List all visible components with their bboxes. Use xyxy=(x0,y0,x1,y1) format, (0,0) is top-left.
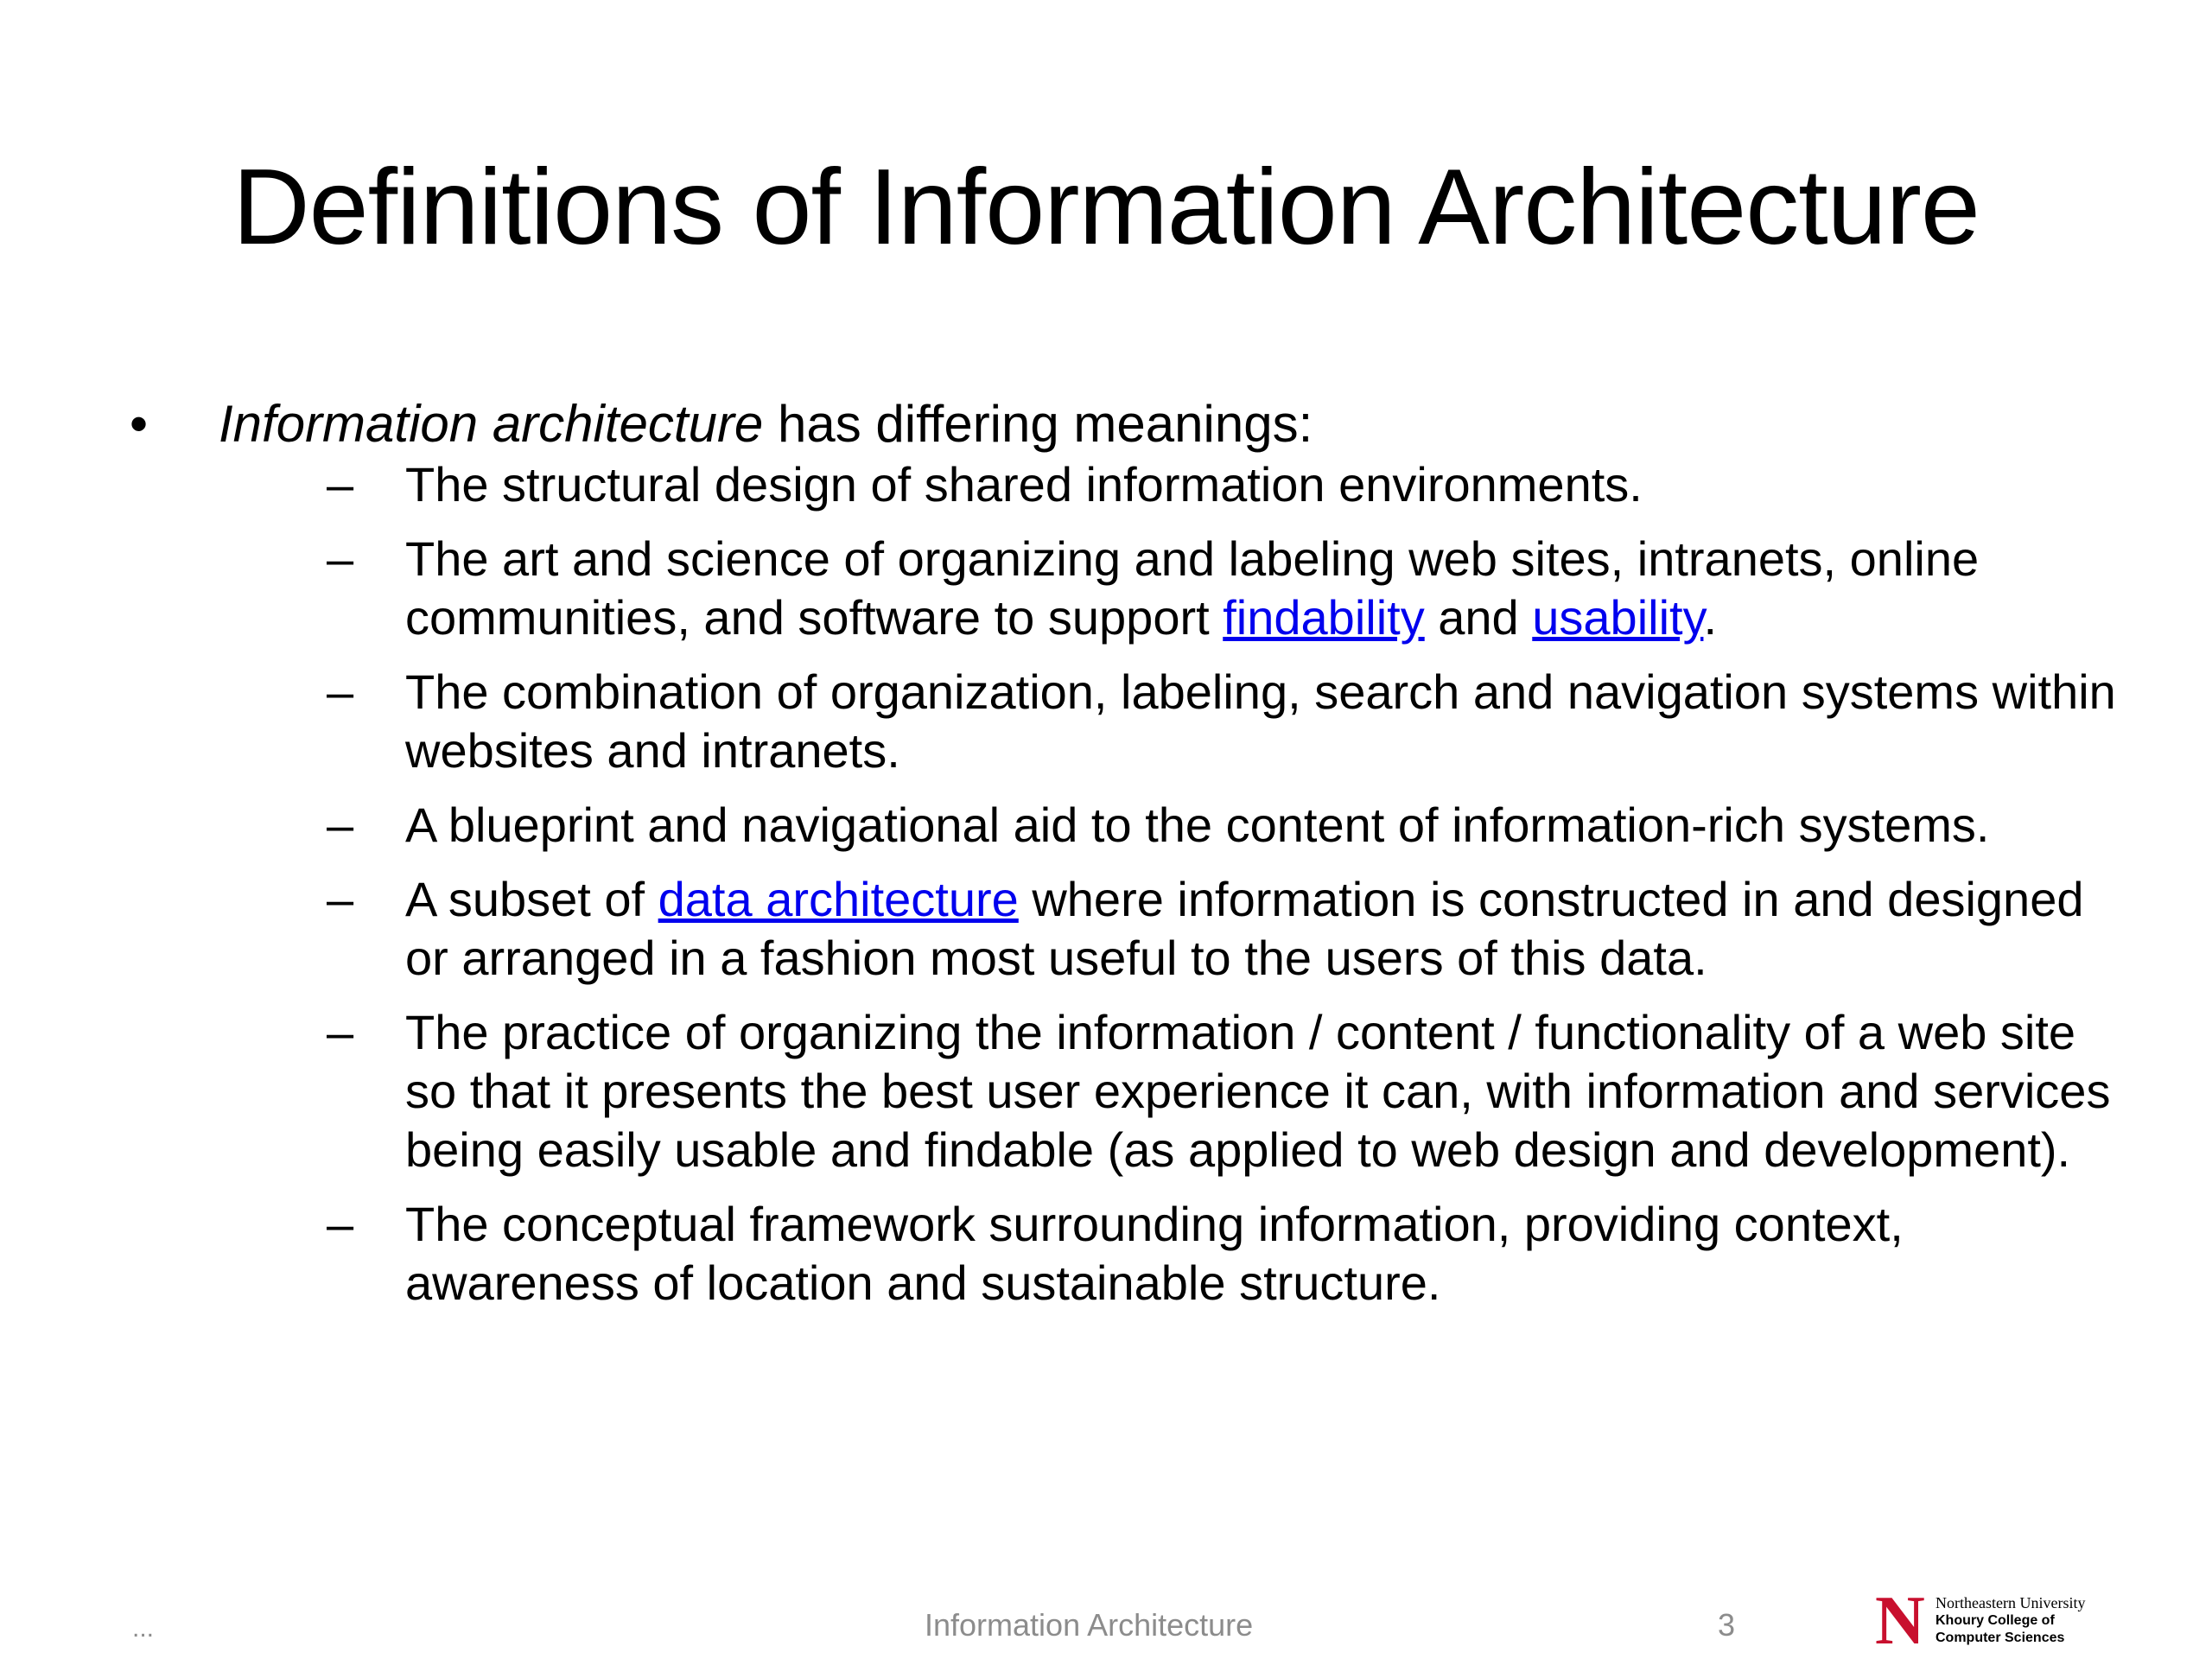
findability-link[interactable]: findability xyxy=(1223,590,1425,645)
logo-college-line1: Khoury College of xyxy=(1936,1613,2055,1628)
logo-n-icon: N xyxy=(1875,1583,1925,1659)
bullet-list xyxy=(130,393,2117,1328)
dash-marker: – xyxy=(327,798,354,852)
bullet-marker: • xyxy=(130,395,149,453)
definition-item xyxy=(219,663,2117,780)
dash-marker: – xyxy=(327,1005,354,1059)
usability-link[interactable]: usability xyxy=(1532,590,1704,645)
logo-university-name: Northeastern University xyxy=(1936,1594,2086,1611)
page-number: 3 xyxy=(1718,1607,1736,1643)
university-logo xyxy=(1875,1583,2108,1659)
dash-marker: – xyxy=(327,664,354,719)
definition-item xyxy=(219,870,2117,988)
definition-text: where information is constructed in and designed or arranged in a fashion most useful to the users of this data. xyxy=(405,872,2084,985)
footer-title: Information Architecture xyxy=(925,1607,1254,1643)
italic-term: Information architecture xyxy=(219,395,764,453)
definition-item xyxy=(219,1195,2117,1313)
definition-text: A subset of xyxy=(405,872,658,926)
main-bullet xyxy=(130,393,2117,1313)
dash-marker: – xyxy=(327,531,354,586)
definitions-list xyxy=(219,455,2117,1313)
definition-text: The structural design of shared information environments. xyxy=(405,457,1643,512)
slide-title: Definitions of Information Architecture xyxy=(232,148,1980,267)
logo-text xyxy=(1936,1593,2085,1647)
definition-text: A blueprint and navigational aid to the content of information-rich systems. xyxy=(405,798,1990,852)
definition-item xyxy=(219,1003,2117,1179)
definition-text: The conceptual framework surrounding information, providing context, awareness of location and sustainable structure. xyxy=(405,1197,1904,1310)
definition-text: and xyxy=(1424,590,1533,645)
definition-text: The combination of organization, labeling, search and navigation systems within websites and intranets. xyxy=(405,664,2116,778)
dash-marker: – xyxy=(327,457,354,512)
definition-item xyxy=(219,530,2117,647)
footer-ellipsis: ... xyxy=(132,1614,155,1643)
data-architecture-link[interactable]: data architecture xyxy=(658,872,1019,926)
definition-item xyxy=(219,455,2117,514)
definition-text: . xyxy=(1703,590,1717,645)
logo-college-line2: Computer Sciences xyxy=(1936,1630,2065,1645)
main-bullet-text: has differing meanings: xyxy=(763,395,1313,453)
definition-text: The practice of organizing the information / content / functionality of a web site so that it presents the best user experience it can, with information and services being easily usable and findable (as applied to web design and development). xyxy=(405,1005,2111,1177)
dash-marker: – xyxy=(327,872,354,926)
definition-text: The art and science of organizing and labeling web sites, intranets, online communities, and software to support xyxy=(405,531,1980,645)
definition-item xyxy=(219,796,2117,855)
dash-marker: – xyxy=(327,1197,354,1251)
